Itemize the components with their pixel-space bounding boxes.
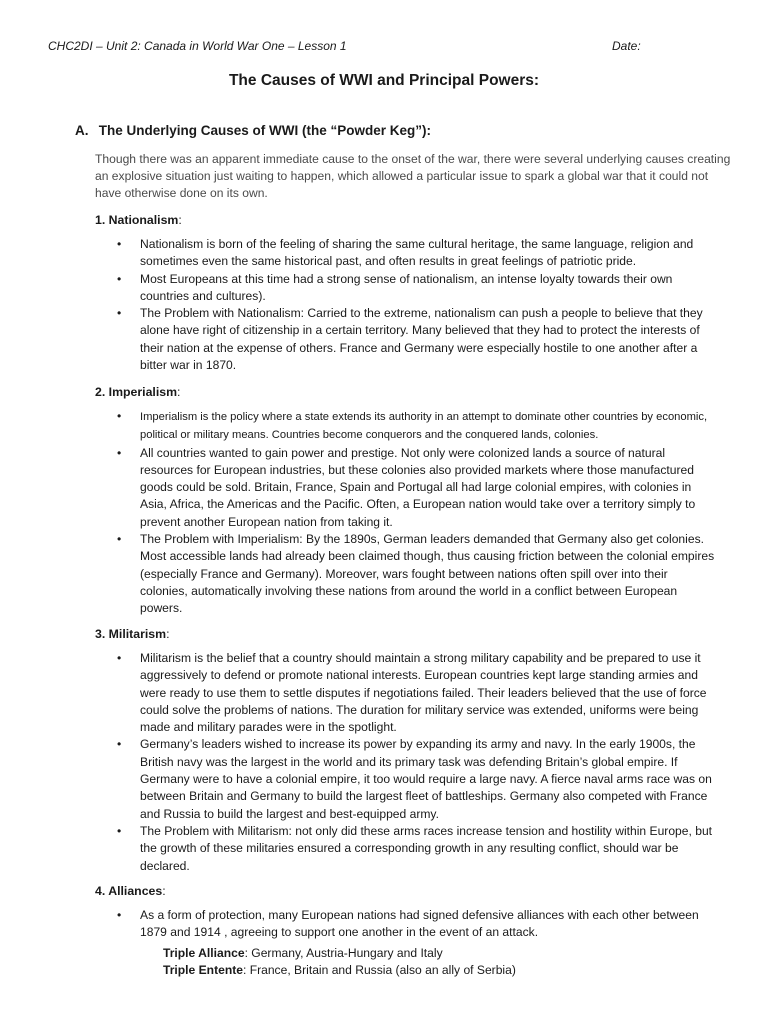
bullet-text: Germany’s leaders wished to increase its power by expanding its army and navy. In the early 1900s, the British navy was the largest in the world and its primary task was defending Britain’s global empire. If Germany were to have a colonial empire, it too would require a large navy. A fierce naval arms race was on between Britain and Germany to build the largest fleet of battleships. Germany also competed with France and Russia to build the largest and best-equipped army. [140,737,712,821]
bullet-icon: • [117,306,122,321]
cause-label: 4. Alliances [95,884,163,898]
list-item [115,823,715,875]
bullet-text: As a form of protection, many European nations had signed defensive alliances with each other between 1879 and 1914 , agreeing to support one another in the event of an attack. [140,908,699,940]
bullet-text: Most Europeans at this time had a strong sense of nationalism, an intense loyalty towards their own countries and cultures). [140,271,673,303]
bullet-text: Militarism is the belief that a country should maintain a strong military capability and be prepared to use it aggressively to defend or promote national interests. European countries kept large standing armies and were ready to use them to settle disputes if negotiations failed. Their leaders believed that the use of force could solve the problems of nations. The duration for military service was extended, uniforms were being made and military parades were in the spotlight. [140,651,707,735]
page-header [48,39,728,55]
cause-label: 3. Militarism [95,627,167,641]
cause-label: 1. Nationalism [95,213,179,227]
section-a-heading [75,123,431,138]
cause-heading-militarism [95,627,170,641]
bullet-icon: • [117,737,122,752]
alliance-members: : Germany, Austria-Hungary and Italy [244,946,443,960]
cause-colon: : [178,213,182,227]
alliance-name: Triple Alliance [163,946,245,960]
bullet-text: Nationalism is born of the feeling of sharing the same cultural heritage, the same language, religion and sometimes even the same historical past, and often results in great feelings of patriotic pride. [140,237,694,269]
bullet-icon: • [117,823,122,838]
cause-label: 2. Imperialism [95,385,178,399]
bullet-text: Imperialism is the policy where a state extends its authority in an attempt to dominate other countries by economic, political or military means. Countries become conquerors and the conquered lands, colonies. [140,411,708,442]
list-item [115,408,715,445]
triple-alliance-line [163,946,443,960]
imperialism-list [115,408,715,618]
course-header: CHC2DI – Unit 2: Canada in World War One – Lesson 1 [48,39,347,53]
alliance-members: : France, Britain and Russia (also an ally of Serbia) [242,963,516,977]
alliance-name: Triple Entente [163,963,243,977]
date-label: Date: [612,39,641,53]
cause-heading-imperialism [95,385,180,399]
section-a-intro: Though there was an apparent immediate cause to the onset of the war, there were several underlying causes creating an explosive situation just waiting to happen, which allowed a particular issue to spark a global war that it could not have otherwise done on its own. [95,152,731,200]
list-item [115,531,715,617]
list-item [115,907,715,942]
bullet-icon: • [117,409,122,423]
cause-colon: : [162,884,166,898]
bullet-icon: • [117,237,122,251]
alliances-list [115,907,715,942]
page-title: The Causes of WWI and Principal Powers: [228,72,540,89]
bullet-icon: • [117,908,122,922]
list-item [115,305,715,374]
list-item [115,650,715,736]
list-item [115,736,715,822]
nationalism-list [115,236,715,374]
bullet-text: The Problem with Nationalism: Carried to the extreme, nationalism can push a people to believe that they alone have right of citizenship in a certain territory. Many believed that they had to protect the interests of their nation at the expense of others. France and Germany were especially hostile to one another after a bitter war in 1870. [140,306,703,373]
cause-heading-alliances [95,884,166,898]
bullet-text: The Problem with Imperialism: By the 1890s, German leaders demanded that Germany also get colonies. Most accessible lands had already been claimed though, thus causing friction between the colonial empires (especially France and Germany). Moreover, wars fought between nations often spill over into their colonies, automatically involving these nations from around the world in a conflict between European powers. [140,532,715,616]
triple-entente-line [163,963,516,977]
bullet-text: All countries wanted to gain power and prestige. Not only were colonized lands a source of natural resources for European industries, but these colonies also provided markets where those manufactured goods could be sold. Britain, France, Spain and Portugal all had large colonial empires, with colonies in Asia, Africa, the Americas and the Pacific. Often, a European nation would take over a territory simply to prevent another European nation from taking it. [140,445,696,529]
list-item [115,445,715,531]
bullet-text: The Problem with Militarism: not only did these arms races increase tension and hostility within Europe, but the growth of these militaries ensured a corresponding growth in any resulting conflict, should war be declared. [140,823,713,873]
bullet-icon: • [117,532,122,547]
militarism-list [115,650,715,875]
list-item [115,236,715,271]
list-item [115,271,715,306]
bullet-icon: • [117,271,122,286]
bullet-icon: • [117,651,122,665]
cause-colon: : [177,385,181,399]
cause-heading-nationalism [95,213,182,227]
section-a-title: The Underlying Causes of WWI (the “Powder Keg”): [98,123,432,138]
cause-colon: : [166,627,170,641]
bullet-icon: • [117,445,122,460]
section-a-letter: A. [75,123,89,138]
